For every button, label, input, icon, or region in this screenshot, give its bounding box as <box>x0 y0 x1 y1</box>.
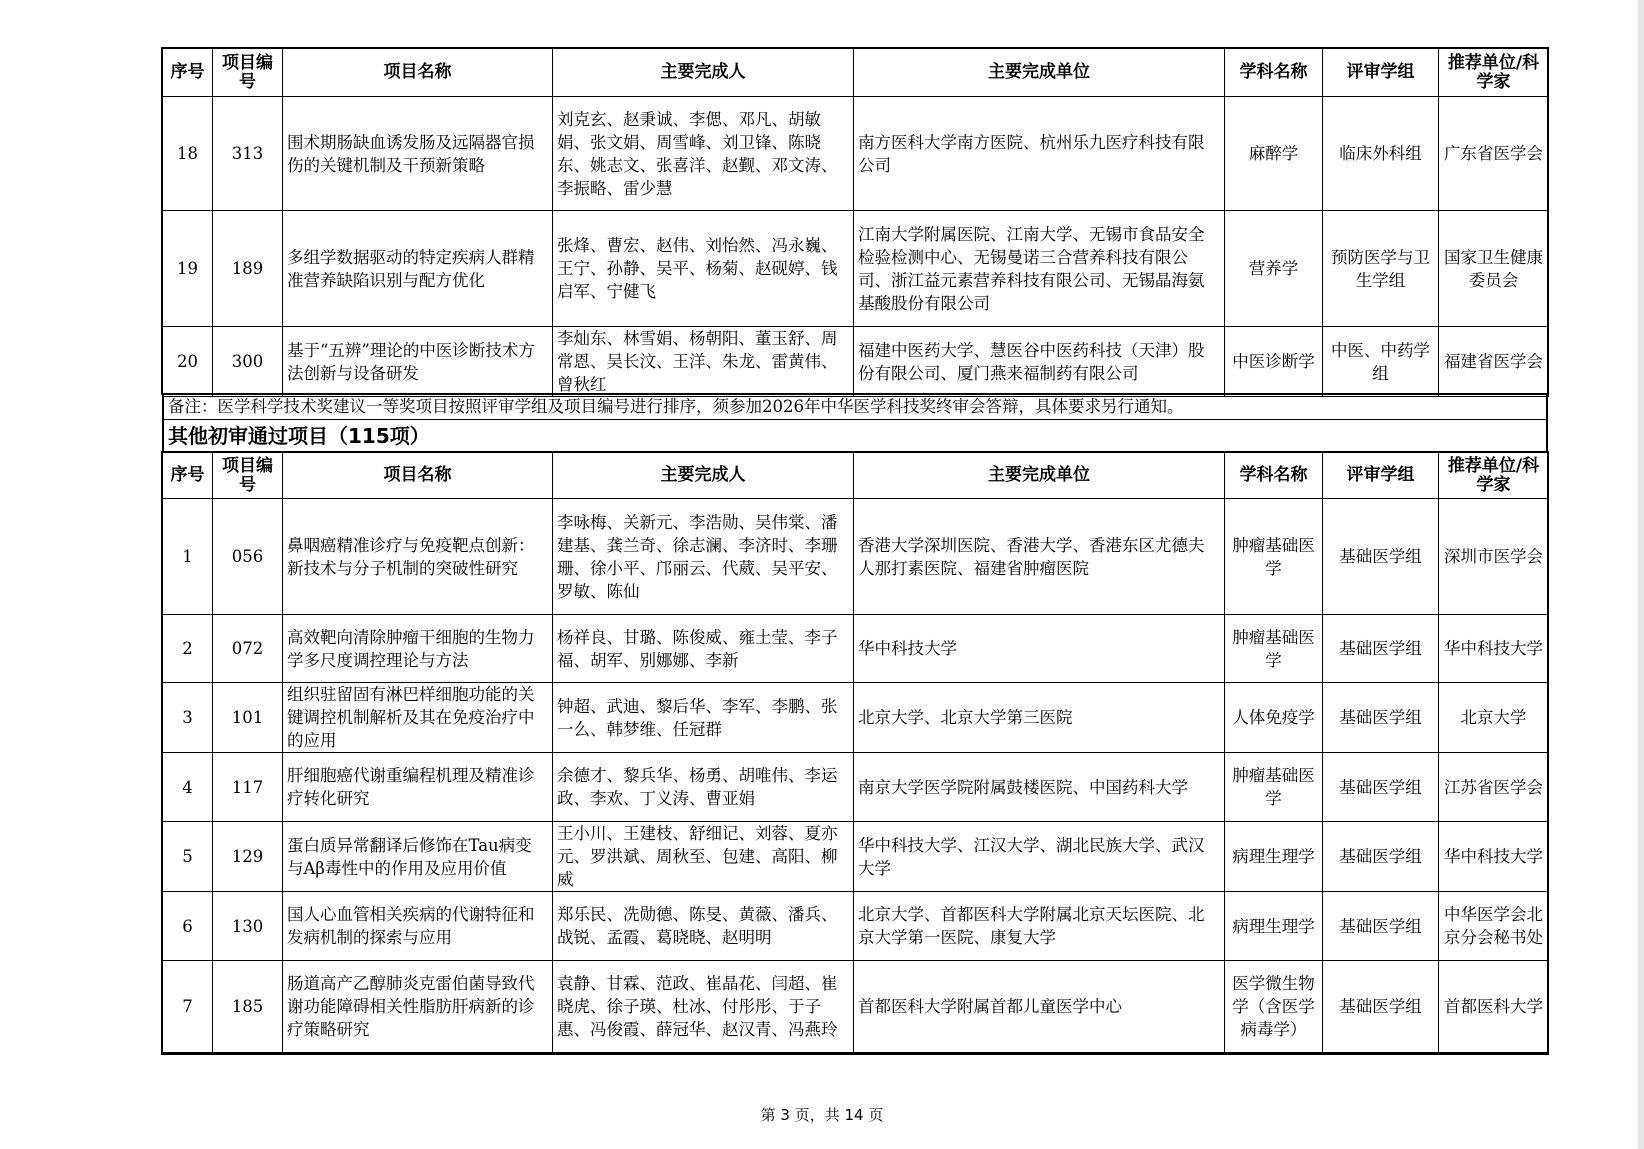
cell-seq: 18 <box>163 97 213 211</box>
cell-code: 130 <box>213 892 283 961</box>
cell-subject: 肿瘤基础医学 <box>1225 615 1323 683</box>
cell-recommender: 福建省医学会 <box>1439 327 1549 397</box>
cell-people: 郑乐民、冼勋德、陈旻、黄薇、潘兵、战锐、孟霞、葛晓晓、赵明明 <box>553 892 854 961</box>
cell-people: 王小川、王建枝、舒细记、刘蓉、夏亦元、罗洪斌、周秋至、包建、高阳、柳威 <box>553 822 854 892</box>
table-row <box>163 499 1549 615</box>
header-seq: 序号 <box>163 453 213 499</box>
table-row <box>163 892 1549 961</box>
cell-name: 组织驻留固有淋巴样细胞功能的关键调控机制解析及其在免疫治疗中的应用 <box>283 683 553 753</box>
cell-code: 056 <box>213 499 283 615</box>
header-row <box>163 453 1549 499</box>
header-name: 项目名称 <box>283 49 553 97</box>
cell-group: 预防医学与卫生学组 <box>1323 211 1439 327</box>
header-group: 评审学组 <box>1323 453 1439 499</box>
cell-units: 华中科技大学、江汉大学、湖北民族大学、武汉大学 <box>854 822 1225 892</box>
header-row <box>163 49 1549 97</box>
cell-recommender: 华中科技大学 <box>1439 822 1549 892</box>
header-seq: 序号 <box>163 49 213 97</box>
cell-recommender: 深圳市医学会 <box>1439 499 1549 615</box>
cell-group: 基础医学组 <box>1323 683 1439 753</box>
cell-units: 南方医科大学南方医院、杭州乐九医疗科技有限公司 <box>854 97 1225 211</box>
cell-recommender: 广东省医学会 <box>1439 97 1549 211</box>
header-recommender: 推荐单位/科学家 <box>1439 453 1549 499</box>
header-subject: 学科名称 <box>1225 49 1323 97</box>
table-row <box>163 97 1549 211</box>
page-footer: 第 3 页，共 14 页 <box>760 1106 884 1124</box>
cell-name: 肝细胞癌代谢重编程机理及精准诊疗转化研究 <box>283 753 553 822</box>
note-text: 备注：医学科学技术奖建议一等奖项目按照评审学组及项目编号进行排序，须参加2026年中华医学科技奖终审会答辩，具体要求另行通知。 <box>162 394 1548 420</box>
cell-group: 基础医学组 <box>1323 615 1439 683</box>
cell-people: 李咏梅、关新元、李浩勋、吴伟棠、潘建基、龚兰奇、徐志澜、李济时、李珊珊、徐小平、邝丽云、代葳、吴平安、罗敏、陈仙 <box>553 499 854 615</box>
cell-seq: 1 <box>163 499 213 615</box>
cell-units: 南京大学医学院附属鼓楼医院、中国药科大学 <box>854 753 1225 822</box>
cell-code: 129 <box>213 822 283 892</box>
cell-code: 313 <box>213 97 283 211</box>
cell-seq: 4 <box>163 753 213 822</box>
cell-name: 肠道高产乙醇肺炎克雷伯菌导致代谢功能障碍相关性脂肪肝病新的诊疗策略研究 <box>283 961 553 1053</box>
table-row <box>163 753 1549 822</box>
header-group: 评审学组 <box>1323 49 1439 97</box>
header-people: 主要完成人 <box>553 49 854 97</box>
cell-subject: 中医诊断学 <box>1225 327 1323 397</box>
cell-recommender: 首都医科大学 <box>1439 961 1549 1053</box>
cell-seq: 3 <box>163 683 213 753</box>
cell-group: 基础医学组 <box>1323 499 1439 615</box>
cell-name: 鼻咽癌精准诊疗与免疫靶点创新：新技术与分子机制的突破性研究 <box>283 499 553 615</box>
cell-group: 基础医学组 <box>1323 961 1439 1053</box>
header-units: 主要完成单位 <box>854 453 1225 499</box>
cell-code: 117 <box>213 753 283 822</box>
table-row <box>163 683 1549 753</box>
cell-people: 刘克玄、赵秉诚、李偲、邓凡、胡敏娟、张文娟、周雪峰、刘卫锋、陈晓东、姚志文、张喜洋、赵觐、邓文涛、李振略、雷少慧 <box>553 97 854 211</box>
cell-name: 国人心血管相关疾病的代谢特征和发病机制的探索与应用 <box>283 892 553 961</box>
cell-code: 185 <box>213 961 283 1053</box>
award-table-top <box>162 48 1549 397</box>
cell-recommender: 华中科技大学 <box>1439 615 1549 683</box>
cell-units: 首都医科大学附属首都儿童医学中心 <box>854 961 1225 1053</box>
cell-units: 香港大学深圳医院、香港大学、香港东区尤德夫人那打素医院、福建省肿瘤医院 <box>854 499 1225 615</box>
cell-people: 袁静、甘霖、范政、崔晶花、闫超、崔晓虎、徐子瑛、杜冰、付彤彤、于子惠、冯俊霞、薛冠华、赵汉青、冯燕玲 <box>553 961 854 1053</box>
cell-seq: 6 <box>163 892 213 961</box>
header-recommender: 推荐单位/科学家 <box>1439 49 1549 97</box>
cell-group: 中医、中药学组 <box>1323 327 1439 397</box>
cell-group: 基础医学组 <box>1323 822 1439 892</box>
cell-people: 余德才、黎兵华、杨勇、胡唯伟、李运政、李欢、丁义涛、曹亚娟 <box>553 753 854 822</box>
award-table-bottom <box>162 452 1549 1053</box>
cell-name: 蛋白质异常翻译后修饰在Tau病变与Aβ毒性中的作用及应用价值 <box>283 822 553 892</box>
cell-code: 189 <box>213 211 283 327</box>
cell-seq: 7 <box>163 961 213 1053</box>
cell-code: 101 <box>213 683 283 753</box>
table-row <box>163 822 1549 892</box>
cell-group: 临床外科组 <box>1323 97 1439 211</box>
cell-people: 李灿东、林雪娟、杨朝阳、董玉舒、周常恩、吴长汶、王洋、朱龙、雷黄伟、曾秋红 <box>553 327 854 397</box>
cell-name: 围术期肠缺血诱发肠及远隔器官损伤的关键机制及干预新策略 <box>283 97 553 211</box>
table-row <box>163 961 1549 1053</box>
cell-units: 北京大学、北京大学第三医院 <box>854 683 1225 753</box>
cell-name: 高效靶向清除肿瘤干细胞的生物力学多尺度调控理论与方法 <box>283 615 553 683</box>
cell-units: 江南大学附属医院、江南大学、无锡市食品安全检验检测中心、无锡曼诺三合营养科技有限公司、浙江益元素营养科技有限公司、无锡晶海氨基酸股份有限公司 <box>854 211 1225 327</box>
header-people: 主要完成人 <box>553 453 854 499</box>
cell-name: 多组学数据驱动的特定疾病人群精准营养缺陷识别与配方优化 <box>283 211 553 327</box>
cell-subject: 麻醉学 <box>1225 97 1323 211</box>
section-title: 其他初审通过项目（115项） <box>162 420 1548 452</box>
cell-people: 钟超、武迪、黎后华、李军、李鹏、张一么、韩梦维、任冠群 <box>553 683 854 753</box>
cell-subject: 营养学 <box>1225 211 1323 327</box>
cell-code: 300 <box>213 327 283 397</box>
cell-recommender: 江苏省医学会 <box>1439 753 1549 822</box>
table-row <box>163 211 1549 327</box>
cell-seq: 19 <box>163 211 213 327</box>
cell-subject: 人体免疫学 <box>1225 683 1323 753</box>
cell-group: 基础医学组 <box>1323 753 1439 822</box>
page-edge <box>1638 0 1644 1149</box>
cell-units: 华中科技大学 <box>854 615 1225 683</box>
header-code: 项目编号 <box>213 453 283 499</box>
cell-subject: 医学微生物学（含医学病毒学） <box>1225 961 1323 1053</box>
cell-units: 北京大学、首都医科大学附属北京天坛医院、北京大学第一医院、康复大学 <box>854 892 1225 961</box>
cell-seq: 20 <box>163 327 213 397</box>
cell-group: 基础医学组 <box>1323 892 1439 961</box>
cell-seq: 2 <box>163 615 213 683</box>
cell-name: 基于“五辨”理论的中医诊断技术方法创新与设备研发 <box>283 327 553 397</box>
cell-subject: 肿瘤基础医学 <box>1225 753 1323 822</box>
cell-recommender: 国家卫生健康委员会 <box>1439 211 1549 327</box>
cell-people: 张烽、曹宏、赵伟、刘怡然、冯永巍、王宁、孙静、吴平、杨菊、赵砚婷、钱启军、宁健飞 <box>553 211 854 327</box>
cell-seq: 5 <box>163 822 213 892</box>
cell-subject: 肿瘤基础医学 <box>1225 499 1323 615</box>
cell-recommender: 中华医学会北京分会秘书处 <box>1439 892 1549 961</box>
cell-people: 杨祥良、甘璐、陈俊威、雍土莹、李子福、胡军、别娜娜、李新 <box>553 615 854 683</box>
cell-code: 072 <box>213 615 283 683</box>
table-row <box>163 615 1549 683</box>
cell-subject: 病理生理学 <box>1225 892 1323 961</box>
cell-units: 福建中医药大学、慧医谷中医药科技（天津）股份有限公司、厦门燕来福制药有限公司 <box>854 327 1225 397</box>
header-units: 主要完成单位 <box>854 49 1225 97</box>
header-name: 项目名称 <box>283 453 553 499</box>
table-row <box>163 327 1549 397</box>
header-code: 项目编号 <box>213 49 283 97</box>
header-subject: 学科名称 <box>1225 453 1323 499</box>
cell-subject: 病理生理学 <box>1225 822 1323 892</box>
cell-recommender: 北京大学 <box>1439 683 1549 753</box>
